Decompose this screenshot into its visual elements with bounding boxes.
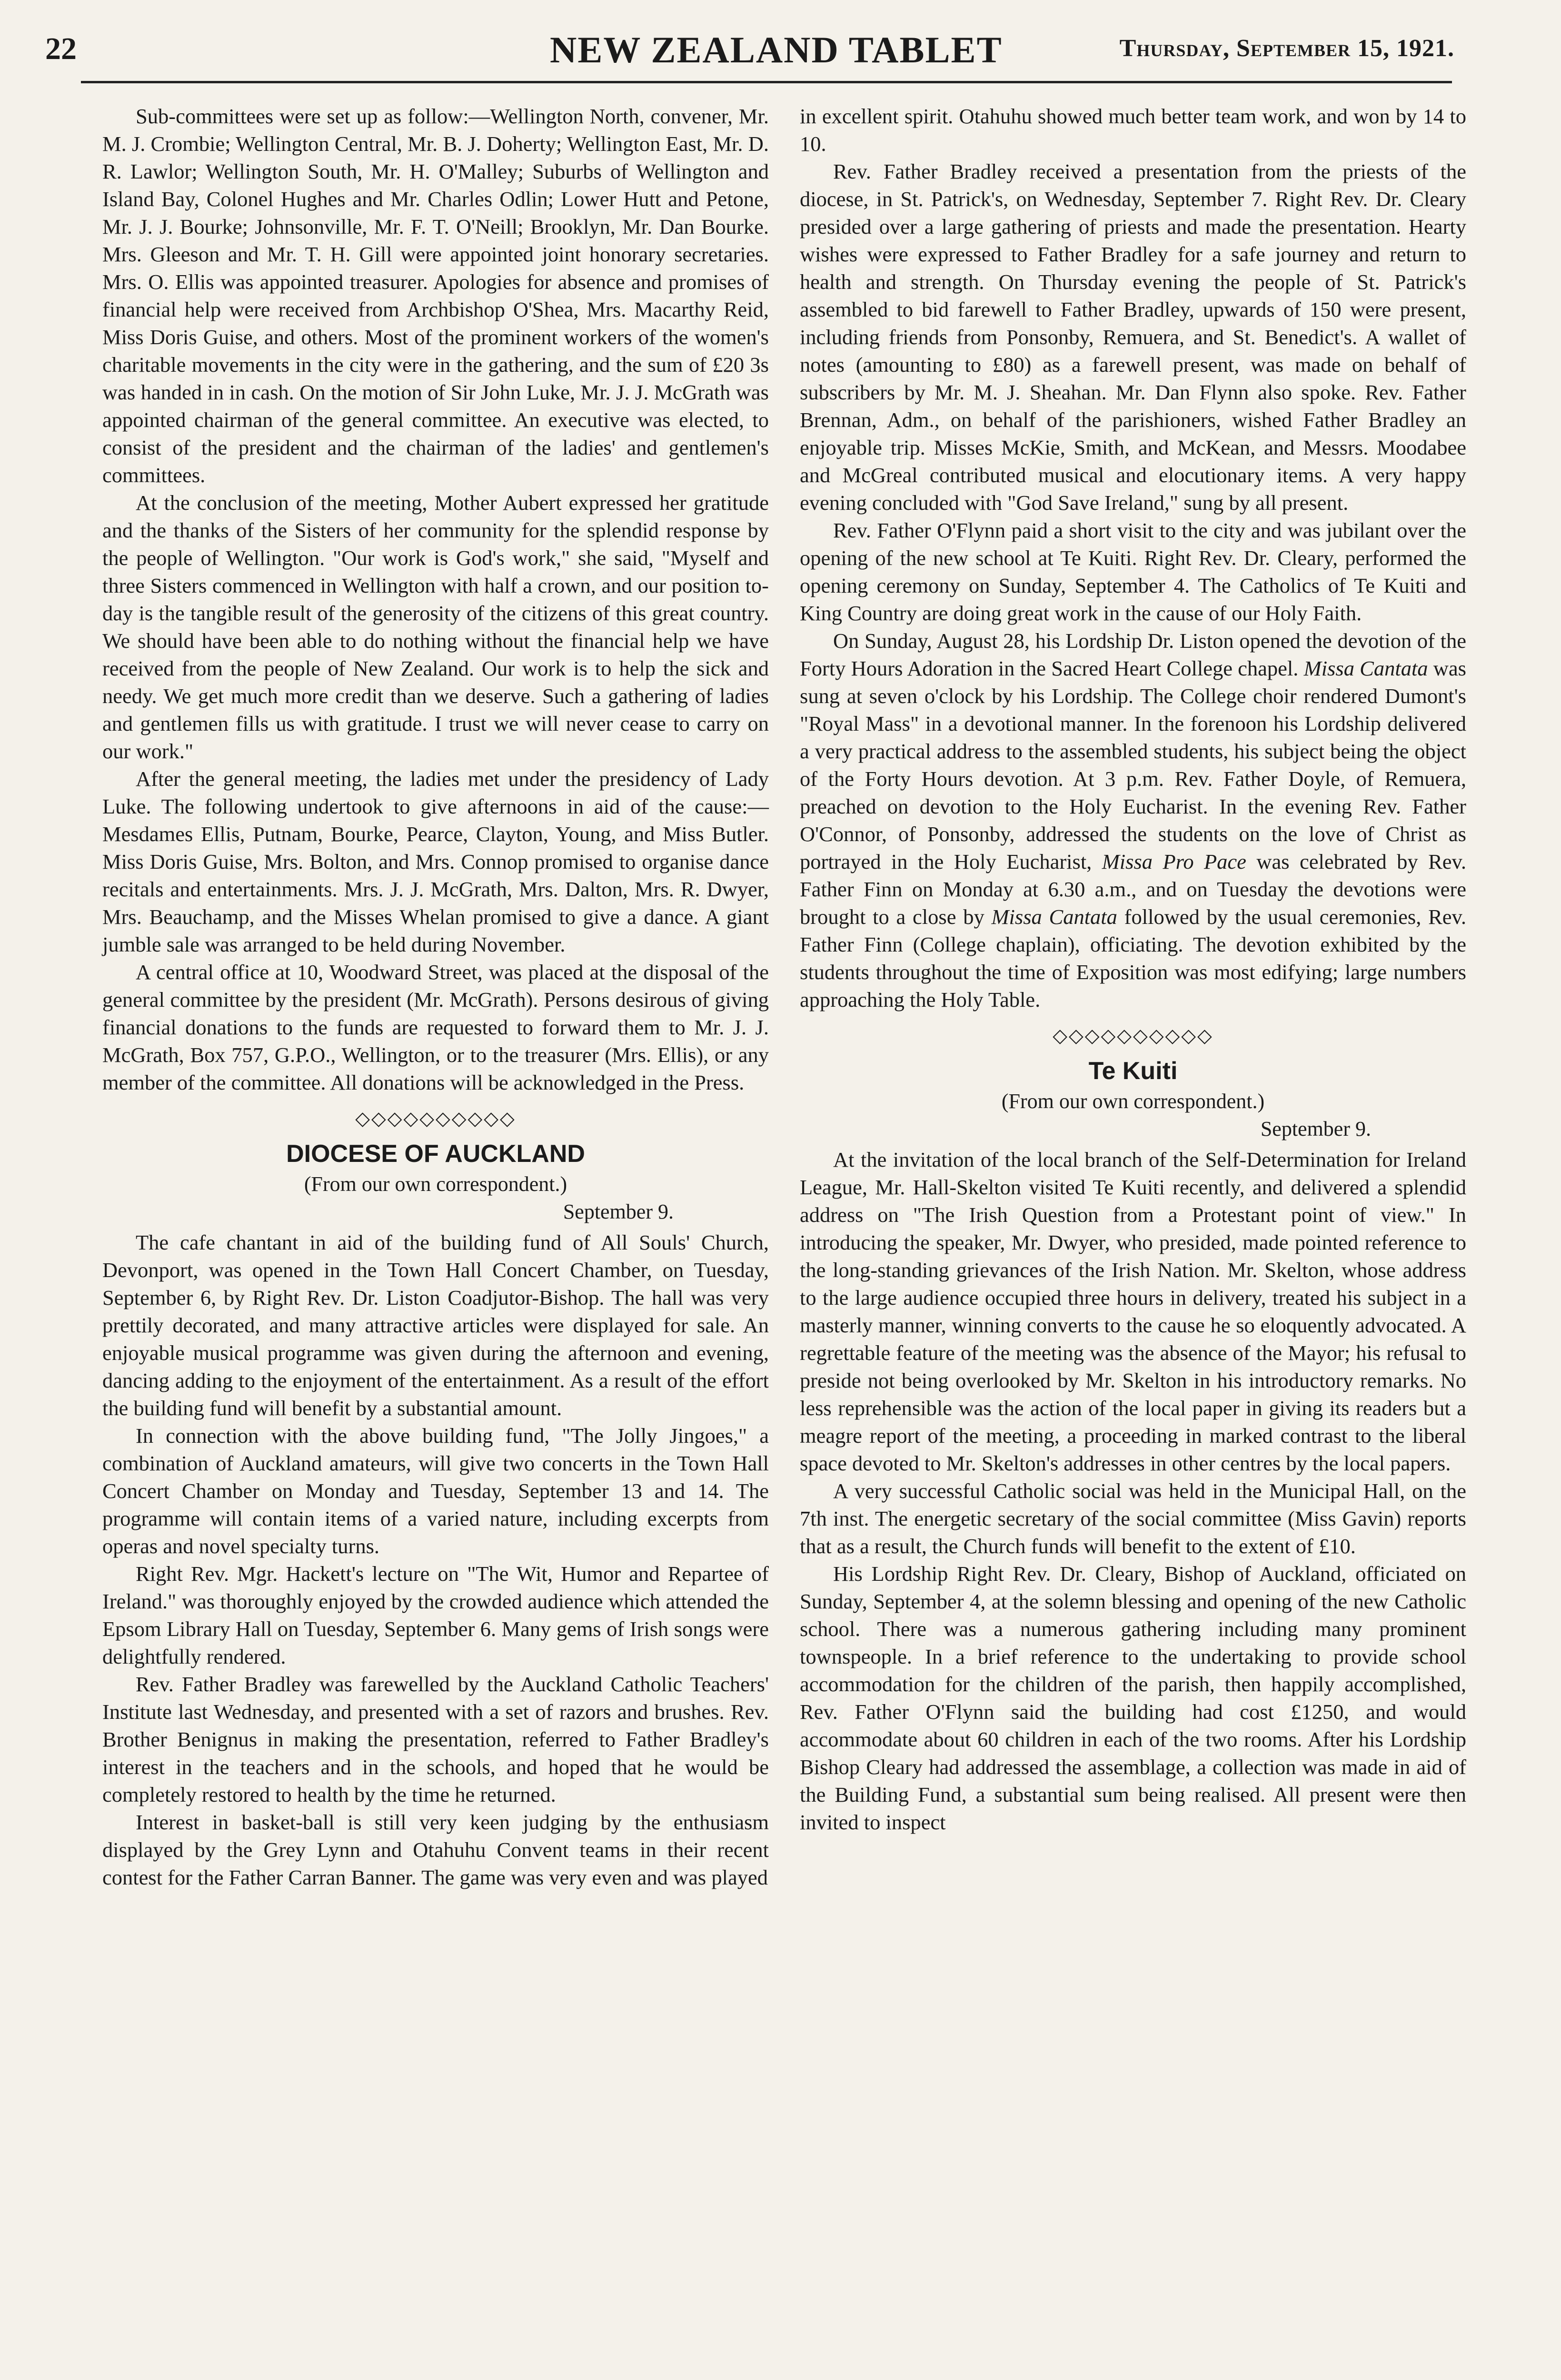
- paragraph: A central office at 10, Woodward Street, was placed at the disposal of the general committee by the president (Mr. McGrath). Persons desirous of giving financial donations to the funds are requested to forward them to Mr. J. J. McGrath, Box 757, G.P.O., Wellington, or to the treasurer (Mrs. Ellis), or any member of the committee. All donations will be acknowledged in the Press.: [102, 960, 769, 1094]
- paragraph: Right Rev. Mgr. Hackett's lecture on "The Wit, Humor and Repartee of Ireland." was thoroughly enjoyed by the crowded audience which attended the Epsom Library Hall on Tuesday, September 6. Many gems of Irish songs were delightfully rendered.: [102, 1562, 769, 1668]
- paragraph: At the conclusion of the meeting, Mother Aubert expressed her gratitude and the thanks of the Sisters of her community for the splendid response by the people of Wellington. "Our work is God's work," she said, "Myself and three Sisters commenced in Wellington with half a crown, and our position to-day is the tangible result of the generosity of the citizens of this great country. We should have been able to do nothing without the financial help we have received from the people of New Zealand. Our work is to help the sick and needy. We get much more credit than we deserve. Such a gathering of ladies and gentlemen fills us with gratitude. I trust we will never cease to carry on our work.": [102, 491, 769, 763]
- page-number: 22: [45, 31, 77, 66]
- paragraph: Interest in basket-ball is still very keen judging by the enthusiasm displayed by the Grey Lynn and Otahuhu Convent teams in their recent contest for the Father Carran Banner. The game was very even and was played: [102, 1810, 769, 1889]
- text-run: On Sunday, August 28, his Lordship Dr. Liston opened the devotion of the Forty Hours Adoration in the Sacred Heart College chapel.: [800, 629, 1466, 680]
- paragraph: The cafe chantant in aid of the building fund of All Souls' Church, Devonport, was opened in the Town Hall Concert Chamber, on Tuesday, September 6, by Right Rev. Dr. Liston Coadjutor-Bishop. The hall was very prettily decorated, and many attractive articles were displayed for sale. An enjoyable musical programme was given during the afternoon and evening, dancing adding to the enjoyment of the entertainment. As a result of the effort the building fund will benefit by a substantial amount.: [102, 1230, 769, 1420]
- italic-title: Missa Cantata: [1303, 656, 1428, 680]
- paragraph-forty-hours: [800, 627, 1466, 1013]
- left-column: [102, 102, 769, 1891]
- text-run: was celebrated by Rev. Father Finn on Monday at 6.30 a.m., and on Tuesday the devotions were brought to a close by: [800, 850, 1467, 929]
- paragraph: Rev. Father O'Flynn paid a short visit to the city and was jubilant over the opening of the new school at Te Kuiti. Right Rev. Dr. Cleary, performed the opening ceremony on Sunday, September 4. The Catholics of Te Kuiti and King Country are doing great work in the cause of our Holy Faith.: [800, 518, 1466, 625]
- right-column: [800, 102, 1466, 1836]
- masthead: NEW ZEALAND TABLET: [550, 29, 1003, 70]
- section-heading-auckland: DIOCESE OF AUCKLAND: [286, 1140, 585, 1168]
- section-ornament: ◇◇◇◇◇◇◇◇◇◇: [1053, 1025, 1213, 1046]
- section-ornament: ◇◇◇◇◇◇◇◇◇◇: [355, 1108, 516, 1129]
- dateline: September 9.: [563, 1200, 674, 1223]
- correspondent-line: (From our own correspondent.): [1001, 1090, 1265, 1113]
- paragraph: Rev. Father Bradley was farewelled by the Auckland Catholic Teachers' Institute last Wednesday, and presented with a set of razors and brushes. Rev. Brother Benignus in making the presentation, referred to Father Bradley's interest in the teachers and in the schools, and hoped that he would be completely restored to health by the time he returned.: [102, 1672, 769, 1806]
- issue-date: Thursday, September 15, 1921.: [1119, 35, 1454, 62]
- italic-title: Missa Cantata: [991, 905, 1117, 929]
- correspondent-line: (From our own correspondent.): [304, 1172, 567, 1196]
- paragraph: In connection with the above building fund, "The Jolly Jingoes," a combination of Auckland amateurs, will give two concerts in the Town Hall Concert Chamber on Monday and Tuesday, September 13 and 14. The programme will contain items of a varied nature, including excerpts from operas and novel specialty turns.: [102, 1424, 769, 1558]
- paragraph: After the general meeting, the ladies met under the presidency of Lady Luke. The following undertook to give afternoons in aid of the cause:—Mesdames Ellis, Putnam, Bourke, Pearce, Clayton, Young, and Miss Butler. Miss Doris Guise, Mrs. Bolton, and Mrs. Connop promised to organise dance recitals and entertainments. Mrs. J. J. McGrath, Mrs. Dalton, Mrs. R. Dwyer, Mrs. Beauchamp, and the Misses Whelan promised to give a dance. A giant jumble sale was arranged to be held during November.: [102, 767, 769, 956]
- text-run: was sung at seven o'clock by his Lordship. The College choir rendered Dumont's "Royal Mass" in a devotional manner. In the forenoon his Lordship delivered a very practical address to the assembled students, his subject being the object of the Forty Hours devotion. At 3 p.m. Rev. Father Doyle, of Remuera, preached on devotion to the Holy Eucharist. In the evening Rev. Father O'Connor, of Ponsonby, addressed the students on the love of Christ as portrayed in the Holy Eucharist,: [800, 656, 1466, 873]
- page-header: [45, 29, 1454, 81]
- text-run: followed by the usual ceremonies, Rev. Father Finn (College chaplain), officiating. The devotion exhibited by the students throughout the time of Exposition was most edifying; large numbers approaching the Holy Table.: [800, 905, 1467, 1012]
- paragraph: Sub-committees were set up as follow:—Wellington North, convener, Mr. M. J. Crombie; Wellington Central, Mr. B. J. Doherty; Wellington East, Mr. D. R. Lawlor; Wellington South, Mr. H. O'Malley; Suburbs of Wellington and Island Bay, Colonel Hughes and Mr. Charles Odlin; Lower Hutt and Petone, Mr. J. J. Bourke; Johnsonville, Mr. F. T. O'Neill; Brooklyn, Mr. Dan Bourke. Mrs. Gleeson and Mr. T. H. Gill were appointed joint honorary secretaries. Mrs. O. Ellis was appointed treasurer. Apologies for absence and promises of financial help were received from Archbishop O'Shea, Mrs. Macarthy Reid, Miss Doris Guise, and others. Most of the prominent workers of the women's charitable movements in the city were in the gathering, and the sum of £20 3s was handed in in cash. On the motion of Sir John Luke, Mr. J. J. McGrath was appointed chairman of the general committee. An executive was elected, to consist of the president and the chairman of the ladies' and gentlemen's committees.: [102, 104, 769, 487]
- dateline: September 9.: [1260, 1117, 1371, 1140]
- paragraph: At the invitation of the local branch of the Self-Determination for Ireland League, Mr. Hall-Skelton visited Te Kuiti recently, and delivered a splendid address on "The Irish Question from a Protestant point of view." In introducing the speaker, Mr. Dwyer, who presided, made pointed reference to the long-standing grievances of the Irish Nation. Mr. Skelton, whose address to the large audience occupied three hours in delivery, treated his subject in a masterly manner, winning converts to the cause he so eloquently advocated. A regrettable feature of the meeting was the absence of the Mayor; his refusal to preside not being overlooked by Mr. Skelton in his introductory remarks. No less reprehensible was the action of the local paper in giving its readers but a meagre report of the meeting, a proceeding in marked contrast to the liberal space devoted to Mr. Skelton's addresses in other centres by the local papers.: [800, 1148, 1466, 1475]
- section-heading-te-kuiti: Te Kuiti: [1088, 1057, 1178, 1085]
- header-rule: [81, 81, 1452, 83]
- italic-title: Missa Pro Pace: [1102, 850, 1246, 873]
- paragraph: Rev. Father Bradley received a presentation from the priests of the diocese, in St. Patrick's, on Wednesday, September 7. Right Rev. Dr. Cleary presided over a large gathering of priests and made the presentation. Hearty wishes were expressed to Father Bradley for a safe journey and return to health and strength. On Thursday evening the people of St. Patrick's assembled to bid farewell to Father Bradley, upwards of 150 were present, including friends from Ponsonby, Remuera, and St. Benedict's. A wallet of notes (amounting to £80) as a farewell present, was made on behalf of subscribers by Mr. M. J. Sheahan. Mr. Dan Flynn also spoke. Rev. Father Brennan, Adm., on behalf of the parishioners, wished Father Bradley an enjoyable trip. Misses McKie, Smith, and McKean, and Messrs. Moodabee and McGreal contributed musical and elocutionary items. A very happy evening concluded with "God Save Ireland," sung by all present.: [800, 159, 1466, 515]
- paragraph: A very successful Catholic social was held in the Municipal Hall, on the 7th inst. The energetic secretary of the social committee (Miss Gavin) reports that as a result, the Church funds will benefit to the extent of £10.: [800, 1479, 1466, 1558]
- paragraph: in excellent spirit. Otahuhu showed much better team work, and won by 14 to 10.: [800, 104, 1466, 156]
- paragraph: His Lordship Right Rev. Dr. Cleary, Bishop of Auckland, officiated on Sunday, September 4, at the solemn blessing and opening of the new Catholic school. There was a numerous gathering including many prominent townspeople. In a brief reference to the undertaking to provide school accommodation for the children of the parish, then happily accomplished, Rev. Father O'Flynn said the building had cost £1250, and would accommodate about 60 children in each of the two rooms. After his Lordship Bishop Cleary had addressed the assemblage, a collection was made in aid of the Building Fund, a substantial sum being realised. All present were then invited to inspect: [800, 1562, 1466, 1834]
